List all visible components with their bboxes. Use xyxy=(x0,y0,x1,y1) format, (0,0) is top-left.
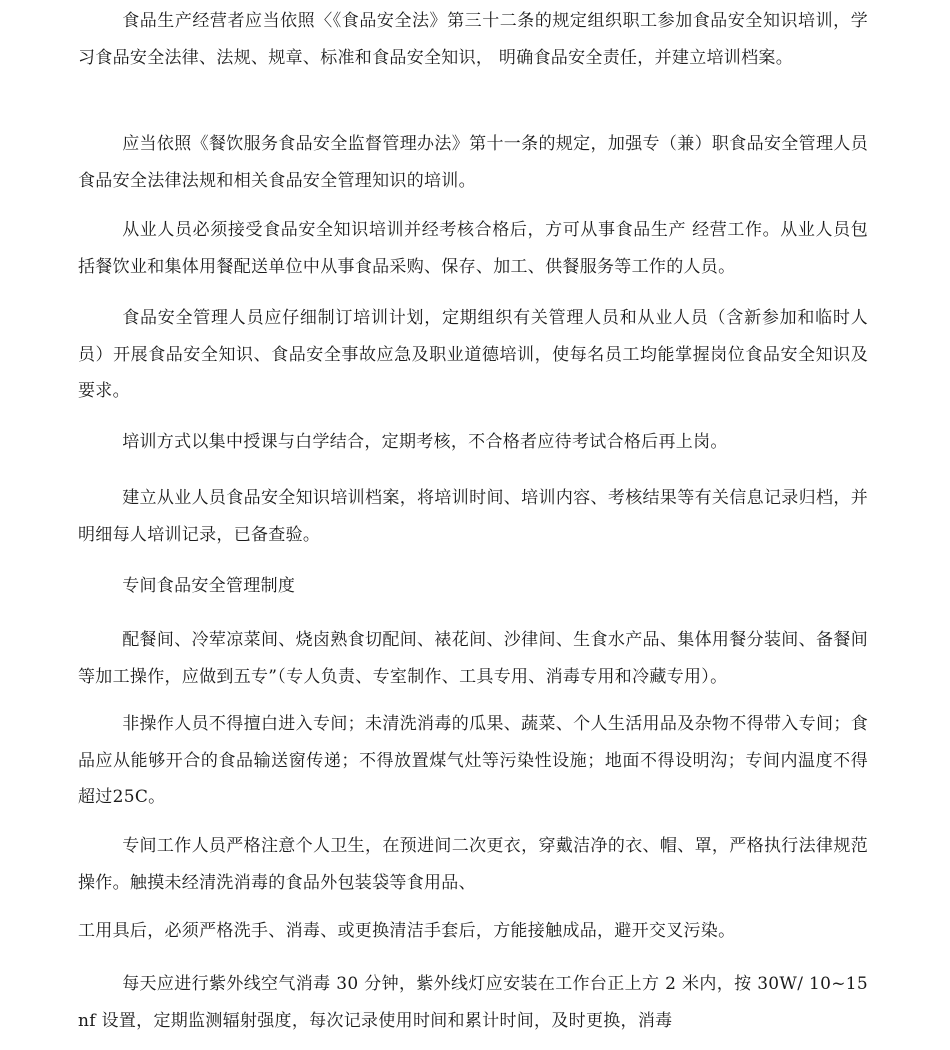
paragraph-training-method: 培训方式以集中授课与白学结合，定期考核，不合格者应待考试合格后再上岗。 xyxy=(122,432,728,452)
paragraph-special-rooms: 配餐间、冷荤凉菜间、烧卤熟食切配间、裱花间、沙律间、生食水产品、集体用餐分装间、备餐间等加工操作，应做到五专”（专人负责、专室制作、工具专用、消毒专用和冷藏专用）。 xyxy=(78,630,868,687)
paragraph-staff-qualification: 从业人员必须接受食品安全知识培训并经考核合格后，方可从事食品生产 经营工作。从业人员包括餐饮业和集体用餐配送单位中从事食品采购、保存、加工、供餐服务等工作的人员。 xyxy=(78,220,868,277)
paragraph-management-training: 应当依照《餐饮服务食品安全监督管理办法》第十一条的规定，加强专（兼）职食品安全管理人员食品安全法律法规和相关食品安全管理知识的培训。 xyxy=(78,134,868,191)
section-heading: 专间食品安全管理制度 xyxy=(122,576,296,596)
paragraph-handwashing: 工用具后，必须严格洗手、消毒、或更换清洁手套后，方能接触成品，避开交叉污染。 xyxy=(78,921,736,941)
paragraph-training-law: 食品生产经营者应当依照〈《食品安全法》第三十二条的规定组织职工参加食品安全知识培训，学习食品安全法律、法规、规章、标准和食品安全知识， 明确食品安全责任，并建立培训档案。 xyxy=(78,11,868,68)
paragraph-training-records: 建立从业人员食品安全知识培训档案，将培训时间、培训内容、考核结果等有关信息记录归档，并明细每人培训记录，已备查验。 xyxy=(78,488,868,545)
paragraph-room-access: 非操作人员不得擅白进入专间；未清洗消毒的瓜果、蔬菜、个人生活用品及杂物不得带入专间；食品应从能够开合的食品输送窗传递；不得放置煤气灶等污染性设施；地面不得设明沟；专间内温度不得超过25C。 xyxy=(78,714,868,807)
paragraph-training-plan: 食品安全管理人员应仔细制订培训计划，定期组织有关管理人员和从业人员（含新参加和临时人员）开展食品安全知识、食品安全事故应急及职业道德培训，使每名员工均能掌握岗位食品安全知识及要求。 xyxy=(78,308,868,401)
paragraph-uv-disinfection: 每天应进行紫外线空气消毒 30 分钟，紫外线灯应安装在工作台正上方 2 米内，按 30W/ 10~15 nf 设置，定期监测辐射强度，每次记录使用时间和累计时间，及时更换，消毒 xyxy=(78,974,868,1031)
paragraph-personal-hygiene: 专间工作人员严格注意个人卫生，在预进间二次更衣，穿戴洁净的衣、帽、罩，严格执行法律规范操作。触摸未经清洗消毒的食品外包装袋等食用品、 xyxy=(78,836,868,893)
